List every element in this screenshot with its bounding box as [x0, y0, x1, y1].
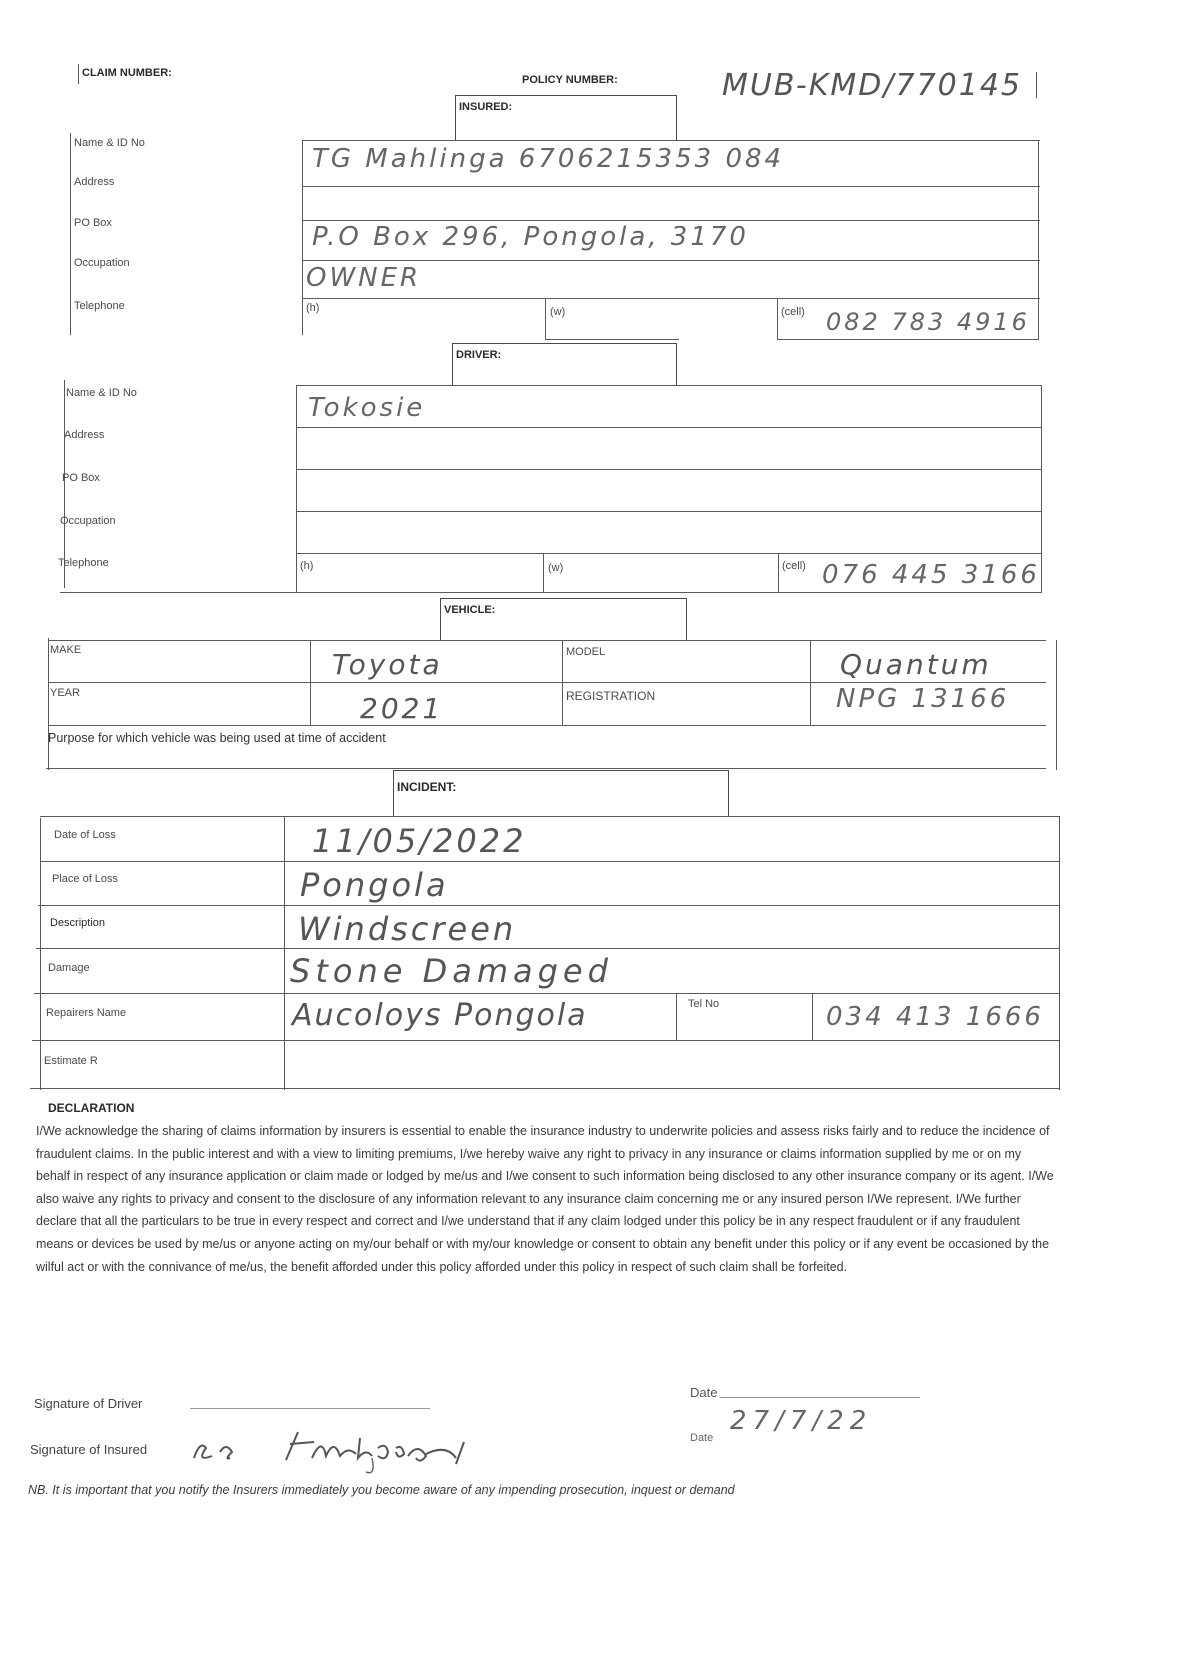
- insured-tel-line: [777, 339, 1039, 340]
- incident-damage-value: Stone Damaged: [290, 952, 613, 990]
- driver-row-line: [296, 553, 1042, 554]
- driver-name-label: Name & ID No: [66, 387, 137, 399]
- incident-heading: INCIDENT:: [397, 780, 457, 794]
- driver-telephone-label: Telephone: [58, 557, 109, 569]
- driver-right-edge: [1041, 385, 1042, 593]
- driver-pobox-label: PO Box: [62, 472, 100, 484]
- vehicle-col-divider: [310, 640, 311, 726]
- vehicle-model-label: MODEL: [566, 646, 606, 658]
- footer-nb: NB. It is important that you notify the Insurers immediately you become aware of any impending prosecution, inquest or demand: [28, 1483, 735, 1497]
- driver-row-line: [296, 469, 1042, 470]
- insured-name-value: TG Mahlinga 6706215353 084: [312, 144, 785, 174]
- date-label-2: Date: [690, 1432, 714, 1444]
- driver-row-line: [296, 427, 1042, 428]
- incident-row-line: [34, 993, 1060, 994]
- insured-tel-divider: [777, 298, 778, 340]
- incident-date-label: Date of Loss: [54, 829, 116, 841]
- vehicle-row-line: [48, 640, 1046, 641]
- incident-repairers-value: Aucoloys Pongola: [292, 998, 588, 1033]
- vehicle-right-edge: [1056, 640, 1057, 770]
- date-label-1: Date: [690, 1385, 718, 1400]
- driver-col-divider: [296, 385, 297, 593]
- driver-cell-label: (cell): [782, 560, 806, 572]
- insured-cell-value: 082 783 4916: [826, 308, 1030, 336]
- vehicle-purpose-label: Purpose for which vehicle was being used at time of accident: [48, 731, 386, 745]
- claim-number-label: CLAIM NUMBER:: [82, 67, 172, 79]
- incident-tel-value: 034 413 1666: [826, 1002, 1044, 1032]
- vehicle-make-label: MAKE: [50, 644, 82, 656]
- vehicle-year-label: YEAR: [50, 687, 80, 699]
- incident-tel-label: Tel No: [688, 998, 720, 1010]
- insured-signature-image: [186, 1418, 506, 1478]
- incident-row-line: [36, 948, 1060, 949]
- insured-row-line: [302, 298, 1040, 299]
- incident-row-line: [40, 861, 1060, 862]
- vehicle-registration-value: NPG 13166: [836, 684, 1010, 714]
- insured-left-edge: [70, 133, 71, 335]
- driver-row-line: [296, 385, 1042, 386]
- insured-occupation-label: Occupation: [74, 257, 130, 269]
- driver-name-value: Tokosie: [308, 393, 426, 423]
- incident-row-line: [32, 1040, 1060, 1041]
- insured-h-label: (h): [306, 302, 320, 314]
- incident-bottom-line: [30, 1088, 1060, 1089]
- insured-col-divider: [302, 140, 303, 335]
- vehicle-row-line: [48, 725, 1046, 726]
- vehicle-year-value: 2021: [360, 692, 444, 725]
- insured-signature-label: Signature of Insured: [30, 1442, 148, 1457]
- incident-tel-divider: [676, 993, 677, 1040]
- incident-date-value: 11/05/2022: [312, 822, 527, 860]
- header-bracket: [78, 64, 79, 84]
- incident-row-line: [40, 816, 1060, 817]
- declaration-text: I/We acknowledge the sharing of claims information by insurers is essential to enable the insurance industry to underwrite policies and assess risks fairly and to reduce the incidence of fraudulent claims. In the public interest and with a view to limiting premiums, I/we hereby waive any right to privacy in any insurance or claims information supplied by me or on my behalf in respect of any insurance application or claim made or lodged by me/us and I/we consent to such information being disclosed to any other insurance company or its agent. I/We also waive any rights to privacy and consent to the disclosure of any information relevant to any insurance claim concerning me or any insured person I/We represent. I/We further declare that all the particulars to be true in every respect and correct and I/we understand that if any claim lodged under this policy be in any respect fraudulent or if any fraudulent means or devices be used by me/us or anyone acting on my/our behalf or with my/our knowledge or consent to obtain any benefit under this policy or if any event be occasioned by the wilful act or with the connivance of me/us, the benefit afforded under this policy afforded under this policy in respect of such claim shall be forfeited.: [36, 1124, 1054, 1274]
- incident-place-value: Pongola: [300, 866, 449, 904]
- insured-right-edge: [1038, 140, 1039, 340]
- driver-signature-line: [190, 1408, 430, 1409]
- incident-row-line: [38, 905, 1060, 906]
- insured-pobox-label: PO Box: [74, 217, 112, 229]
- driver-w-label: (w): [548, 562, 564, 574]
- insured-address-label: Address: [74, 176, 115, 188]
- vehicle-left-edge: [48, 638, 49, 770]
- insured-row-line: [302, 186, 1040, 187]
- vehicle-col-divider: [810, 640, 811, 726]
- driver-tel-divider: [543, 553, 544, 593]
- policy-number-value: MUB-KMD/770145: [722, 68, 1023, 103]
- driver-occupation-label: Occupation: [60, 515, 116, 527]
- driver-bottom-line: [60, 592, 1042, 593]
- driver-h-label: (h): [300, 560, 314, 572]
- declaration-text-block: [36, 1120, 1056, 1278]
- incident-tel-divider: [812, 993, 813, 1040]
- insured-heading: INSURED:: [459, 101, 513, 113]
- insured-occupation-value: OWNER: [306, 263, 422, 293]
- signature-date-value: 27/7/22: [730, 1406, 873, 1436]
- vehicle-col-divider: [562, 640, 563, 726]
- driver-heading: DRIVER:: [456, 349, 502, 361]
- declaration-heading: DECLARATION: [48, 1101, 135, 1115]
- vehicle-model-value: Quantum: [840, 648, 992, 681]
- vehicle-make-value: Toyota: [332, 648, 443, 681]
- insured-row-line: [302, 260, 1040, 261]
- incident-left-edge: [40, 818, 41, 1090]
- driver-address-label: Address: [64, 429, 105, 441]
- insured-pobox-value: P.O Box 296, Pongola, 3170: [312, 222, 749, 252]
- insured-w-label: (w): [550, 306, 566, 318]
- vehicle-heading: VEHICLE:: [444, 604, 496, 616]
- incident-place-label: Place of Loss: [52, 873, 119, 885]
- date-line-1: [720, 1397, 920, 1398]
- incident-damage-label: Damage: [48, 962, 90, 974]
- driver-signature-label: Signature of Driver: [34, 1396, 143, 1411]
- incident-repairers-label: Repairers Name: [46, 1007, 127, 1019]
- incident-estimate-label: Estimate R: [44, 1055, 98, 1067]
- driver-row-line: [296, 511, 1042, 512]
- driver-tel-divider: [778, 553, 779, 593]
- insured-tel-line: [545, 339, 679, 340]
- insured-telephone-label: Telephone: [74, 300, 125, 312]
- incident-col-divider: [284, 816, 285, 1090]
- insured-cell-label: (cell): [781, 306, 805, 318]
- insured-name-label: Name & ID No: [74, 137, 145, 149]
- policy-number-label: POLICY NUMBER:: [522, 74, 618, 86]
- insured-tel-divider: [545, 298, 546, 340]
- incident-description-label: Description: [50, 917, 106, 929]
- driver-cell-value: 076 445 3166: [822, 560, 1040, 590]
- policy-bracket: [1036, 72, 1037, 98]
- insured-row-line: [302, 140, 1040, 141]
- vehicle-registration-label: REGISTRATION: [566, 689, 656, 703]
- incident-description-value: Windscreen: [298, 910, 517, 948]
- incident-right-edge: [1059, 816, 1060, 1090]
